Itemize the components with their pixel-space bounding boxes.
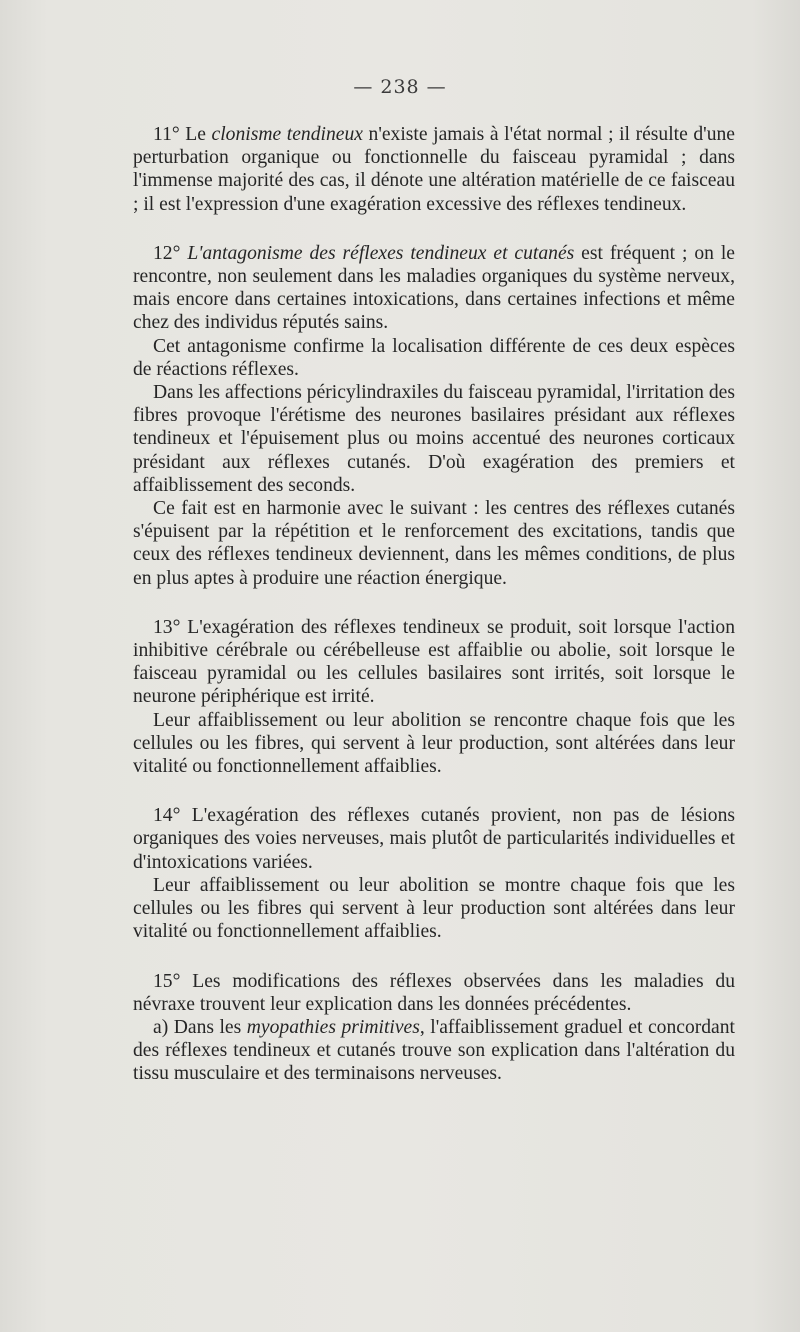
paragraph-15-text: 15° Les modifications des réflexes observées dans les maladies du névraxe trouvent leur explication dans les données précédentes. <box>133 970 735 1015</box>
paragraph-11-text-end: n'existe jamais à l'état normal ; il résulte d'une perturbation organique ou fonctionnelle du faisceau pyramidal ; dans l'immense majorité des cas, il dénote une altération matérielle de ce faisceau ; il est l'expression d'une exagération excessive des réflexes tendineux. <box>133 124 736 215</box>
paragraph-11-text-start: 11° Le <box>153 124 212 145</box>
paragraph-12-text-end: est fréquent ; on le rencontre, non seulement dans les maladies organiques du système nerveux, mais encore dans certaines intoxications, dans certaines infections et même chez des individus réputés sains. <box>133 242 736 334</box>
paragraph-14-text: 14° L'exagération des réflexes cutanés provient, non pas de lésions organiques des voies nerveuses, mais plutôt de particularités individuelles et d'intoxications variées. <box>133 805 735 873</box>
paragraph-15-a-italic: myopathies primitives <box>246 1016 420 1038</box>
page-number: — 238 — <box>353 76 447 98</box>
paragraph-12-italic: L'antagonisme des réflexes tendineux et cutanés <box>187 242 575 264</box>
paragraph-12-antagonism <box>133 335 735 381</box>
paragraph-13-text: 13° L'exagération des réflexes tendineux se produit, soit lorsque l'action inhibitive cérébrale ou cérébelleuse est affaiblie ou abolie, soit lorsque le faisceau pyramidal ou les cellules basilaires sont irrités, soit lorsque le neurone périphérique est irrité. <box>133 616 735 708</box>
paragraph-12-text-start: 12° <box>153 242 188 264</box>
paragraph-12-harmony-text: Ce fait est en harmonie avec le suivant : les centres des réflexes cutanés s'épuisent par la répétition et le renforcement des excitations, tandis que ceux des réflexes tendineux deviennent, dans les mêmes conditions, de plus en plus aptes à produire une réaction énergique. <box>133 498 735 589</box>
paragraph-12-antagonism-text: Cet antagonisme confirme la localisation différente de ces deux espèces de réactions réflexes. <box>133 335 735 380</box>
paragraph-12-affections-text: Dans les affections péricylindraxiles du faisceau pyramidal, l'irritation des fibres provoque l'érétisme des neurones basilaires présidant aux réflexes tendineux et l'épuisement plus ou moins accentué des neurones corticaux présidant aux réflexes cutanés. D'où exagération des premiers et affaiblissement des seconds. <box>133 382 735 496</box>
paragraph-12-harmony <box>133 497 735 590</box>
paragraph-13 <box>133 616 735 709</box>
paragraph-15-a <box>133 1016 735 1086</box>
paragraph-11 <box>133 123 735 216</box>
paragraph-14-weakening <box>133 874 735 944</box>
paragraph-15 <box>133 970 735 1016</box>
paragraph-13-weakening-text: Leur affaiblissement ou leur abolition se rencontre chaque fois que les cellules ou les fibres, qui servent à leur production, sont altérées dans leur vitalité ou fonctionnellement affaiblies. <box>133 709 735 778</box>
paragraph-12-affections <box>133 381 735 497</box>
paragraph-14 <box>133 804 735 874</box>
body-text <box>133 123 735 1086</box>
paragraph-11-italic: clonisme tendineux <box>211 124 363 145</box>
paragraph-14-weakening-text: Leur affaiblissement ou leur abolition se montre chaque fois que les cellules ou les fibres qui servent à leur production sont altérées dans leur vitalité ou fonctionnellement affaiblies. <box>133 874 735 943</box>
paragraph-13-weakening <box>133 709 735 779</box>
paragraph-15-a-text-end: , l'affaiblissement graduel et concordant des réflexes tendineux et cutanés trouve son explication dans l'altération du tissu musculaire et des terminaisons nerveuses. <box>133 1016 735 1085</box>
paragraph-12 <box>133 242 735 335</box>
paragraph-15-a-text-start: a) Dans les <box>153 1016 247 1038</box>
